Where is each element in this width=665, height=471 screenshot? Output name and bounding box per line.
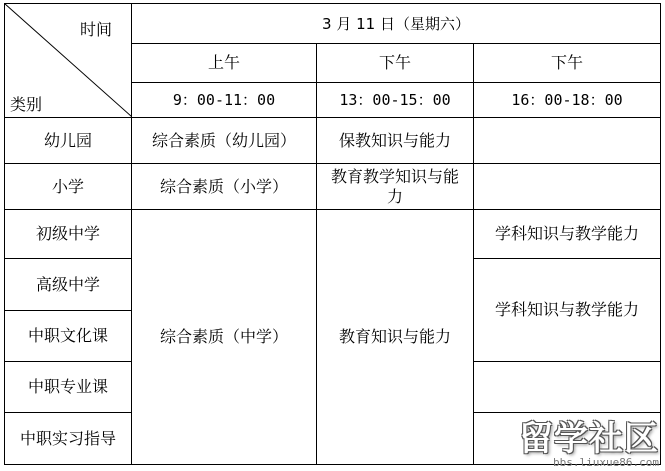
category-junior-middle: 初级中学 [35, 224, 100, 243]
senior-vocational-session-3-subject: 学科知识与教学能力 [494, 300, 639, 319]
category-vocational-culture: 中职文化课 [27, 326, 108, 345]
watermark-logo-text: 留学社区 [519, 419, 659, 459]
category-primary: 小学 [51, 176, 84, 196]
primary-session-1-subject: 综合素质（小学） [159, 176, 288, 196]
kindergarten-session-1-subject: 综合素质（幼儿园） [151, 130, 296, 150]
watermark-url: bbs.liuxue86.com [553, 456, 659, 469]
session-1-period: 上午 [207, 53, 240, 72]
exam-date-header: 3 月 11 日（星期六） [322, 14, 470, 33]
corner-category-label: 类别 [10, 95, 43, 114]
session-2-time: 13：00-15：00 [339, 91, 451, 109]
site-watermark [519, 421, 659, 469]
session-3-period: 下午 [550, 53, 583, 72]
category-senior-high: 高级中学 [35, 274, 100, 294]
junior-session-3-subject: 学科知识与教学能力 [494, 224, 639, 243]
category-kindergarten: 幼儿园 [43, 130, 92, 150]
session-2-period: 下午 [378, 53, 411, 72]
primary-session-2-subject: 教育教学知识与能力 [330, 166, 459, 206]
session-3-time: 16：00-18：00 [511, 91, 623, 109]
session-1-time: 9：00-11：00 [172, 91, 276, 109]
corner-time-label: 时间 [80, 20, 113, 39]
middle-session-2-subject: 教育知识与能力 [338, 327, 451, 346]
kindergarten-session-2-subject: 保教知识与能力 [338, 130, 451, 150]
category-vocational-practice: 中职实习指导 [19, 428, 116, 448]
category-vocational-professional: 中职专业课 [27, 377, 108, 396]
middle-session-1-subject: 综合素质（中学） [159, 327, 288, 346]
